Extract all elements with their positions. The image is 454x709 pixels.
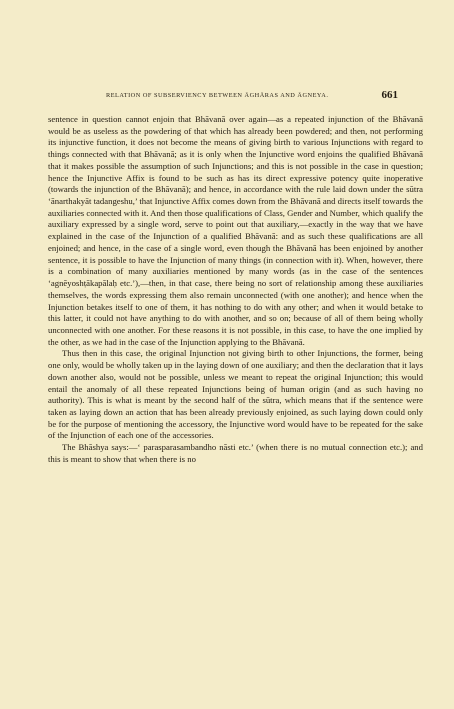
page-number: 661 [381,89,398,101]
paragraph-2: Thus then in this case, the original Injunction not giving birth to other Injunctions, the former, being one only, would be wholly taken up in the laying down of one auxiliary; and then the declaration that it lays down another also, would not be possible, unless we meant to repeat the original Injunction; this would entail the anomaly of all these repeated Injunctions being of human origin (and as such having no authority). This is what is meant by the second half of the sūtra, which means that if the sentence were taken as laying down an action that has been already previously enjoined, as such laying down could only be for the purpose of mentioning the accessory, the Injunctive word would have to be repeated for the sake of the Injunction of each one of the accessories. [48,348,423,441]
paragraph-1: sentence in question cannot enjoin that Bhāvanā over again—as a repeated injunction of the Bhāvanā would be as useless as the powdering of that which has already been powdered; and then, not performing its injunctive function, it does not become the means of giving birth to various Injunctions with regard to things connected with that Bhāvanā; as it is only when the Injunctive word enjoins the qualified Bhāvanā that it makes possible the assumption of such Injunctions; and this is not possible in the case in question; hence the Injunctive Affix is found to be such as has its direct expressive potency quite inoperative (towards the injunction of the Bhāvanā); and hence, in accordance with the rule laid down under the sūtra ‘ānarthakyāt tadangeshu,’ that Injunctive Affix comes down from the Bhāvanā and directs itself towards the auxiliaries connected with it. And then those qualifications of Class, Gender and Number, which qualify the auxiliary expressed by a single word, serve to point out that auxiliary,—exactly in the way that we have explained in the case of the Injunction of a qualified Bhāvanā: and as such these qualifications are all enjoined; and hence, in the case of a single word, even though the Bhāvanā has been enjoined by another sentence, it is possible to have the Injunction of many things (in connection with it). When, however, there is a combination of many auxiliaries mentioned by many words (as in the case of the sentences ‘agnēyoshṭākapālaḥ etc.’),—then, in that case, there being no sort of relationship among these auxiliaries themselves, the words expressing them also remain unconnected (with one another); and hence when the Injunction betakes itself to one of them, it has nothing to do with any other; and when it would betake to this latter, it could not have anything to do with another, and so on; because of all of them being wholly unconnected with one another. For these reasons it is not possible, in this case, to have the one implied by the other, as we had in the case of the Injunction applying to the Bhāvanā. [48,114,423,347]
running-head: RELATION OF SUBSERVIENCY BETWEEN ĀGHĀRAS AND ĀGNEYA. [106,92,329,99]
page-header [48,90,426,104]
paragraph-3: The Bhāshya says:—‘ parasparasambandho nāsti etc.’ (when there is no mutual connection etc.); and this is meant to show that when there is no [48,442,423,464]
page-body [48,114,423,466]
